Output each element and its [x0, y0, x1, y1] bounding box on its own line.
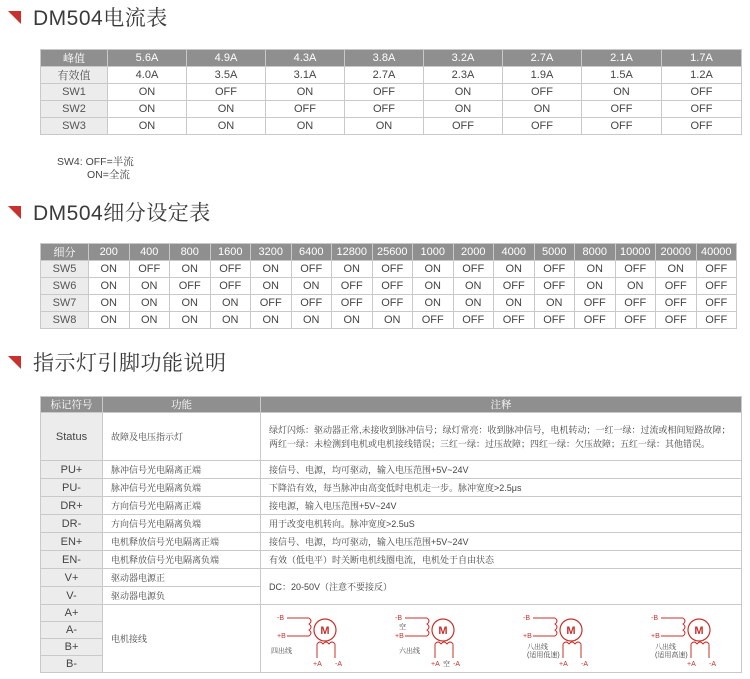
motor-wiring-cell: [261, 605, 742, 673]
sw-cell: ON: [251, 261, 292, 278]
sw-cell: OFF: [662, 101, 742, 118]
sw-cell: ON: [108, 101, 187, 118]
sw-label: SW1: [41, 84, 108, 101]
title-triangle-icon: [8, 206, 21, 219]
status-note-line1: 绿灯闪烁：驱动器正常,未接收到脉冲信号；绿灯常亮：收到脉冲信号，电机转动；一红一绿：过流或相间短路故障；: [269, 424, 731, 435]
sw-cell: OFF: [656, 295, 697, 312]
sw-cell: OFF: [696, 261, 737, 278]
sw-cell: ON: [251, 312, 292, 329]
sw-cell: ON: [345, 118, 424, 135]
pins-header-note: 注释: [261, 397, 742, 413]
sw-cell: ON: [413, 261, 454, 278]
micro-sw-row: [41, 312, 737, 329]
motor-wiring-diagrams: [261, 606, 741, 672]
sw4-note: [57, 156, 134, 182]
sw-label: SW3: [41, 118, 108, 135]
pin-symbol: EN-: [41, 551, 103, 569]
pin-function: 故障及电压指示灯: [103, 413, 261, 461]
sw-cell: ON: [187, 118, 266, 135]
title-triangle-icon: [8, 356, 21, 369]
power-row-vplus: [41, 569, 742, 587]
pin-symbol: Status: [41, 413, 103, 461]
peak-cell: 1.7A: [662, 50, 742, 67]
peak-cell: 3.2A: [424, 50, 503, 67]
sw-cell: OFF: [534, 312, 575, 329]
sw-cell: ON: [170, 261, 211, 278]
title-triangle-icon: [8, 11, 21, 24]
sw-cell: ON: [89, 278, 130, 295]
rms-cell: 2.7A: [345, 67, 424, 84]
pin-symbol: B-: [41, 656, 103, 673]
pin-symbol: PU-: [41, 479, 103, 497]
motor-wiring-caption: [527, 644, 560, 660]
pins-header-function: 功能: [103, 397, 261, 413]
sw4-note-line1: SW4: OFF=半流: [57, 156, 134, 168]
sw-cell: ON: [453, 295, 494, 312]
svg-text:+B: +B: [277, 632, 286, 640]
motor-wiring-caption: [655, 644, 688, 660]
peak-cell: 4.9A: [187, 50, 266, 67]
sw-cell: OFF: [251, 295, 292, 312]
wiring-caption-text: 六出线: [399, 647, 420, 655]
svg-text:+B: +B: [651, 632, 660, 640]
sw2-row: [41, 101, 742, 118]
pins-table-title: [8, 349, 227, 375]
motor-icon: [519, 608, 611, 670]
rms-row: [41, 67, 742, 84]
sw-cell: OFF: [494, 278, 535, 295]
wiring-caption-text: 八出线: [655, 643, 676, 651]
pin-row: [41, 497, 742, 515]
svg-text:空: 空: [443, 660, 450, 668]
motor-wiring-caption: [271, 648, 292, 656]
sw-cell: ON: [615, 278, 656, 295]
sw-cell: OFF: [582, 118, 662, 135]
status-row: [41, 413, 742, 461]
pin-note: [261, 413, 742, 461]
pins-table: [40, 396, 742, 673]
pins-header-symbol: 标记符号: [41, 397, 103, 413]
sw-cell: OFF: [345, 101, 424, 118]
step-cell: 5000: [534, 244, 575, 261]
svg-text:-B: -B: [651, 614, 658, 622]
step-cell: 25600: [372, 244, 413, 261]
wiring-caption-text: 四出线: [271, 647, 292, 655]
pin-row: [41, 533, 742, 551]
pin-function: 脉冲信号光电隔离负端: [103, 479, 261, 497]
svg-text:+B: +B: [395, 632, 404, 640]
svg-text:-A: -A: [581, 660, 588, 668]
sw-cell: ON: [332, 312, 373, 329]
sw-cell: ON: [291, 278, 332, 295]
svg-text:+A: +A: [313, 660, 322, 668]
svg-text:-B: -B: [395, 614, 402, 622]
step-cell: 8000: [575, 244, 616, 261]
pin-row: [41, 479, 742, 497]
svg-text:-B: -B: [523, 614, 530, 622]
sw-cell: ON: [332, 261, 373, 278]
svg-text:M: M: [694, 624, 704, 637]
pins-header-row: [41, 397, 742, 413]
current-title-text: DM504电流表: [33, 7, 168, 30]
step-cell: 200: [89, 244, 130, 261]
sw-cell: ON: [89, 312, 130, 329]
sw-cell: OFF: [424, 118, 503, 135]
step-cell: 2000: [453, 244, 494, 261]
sw4-note-line2: ON=全流: [87, 169, 130, 181]
sw-cell: ON: [108, 118, 187, 135]
sw-cell: ON: [210, 295, 251, 312]
wiring-caption-sub: (适用低速): [527, 651, 560, 659]
sw-cell: OFF: [372, 278, 413, 295]
peak-cell: 5.6A: [108, 50, 187, 67]
micro-table: [40, 243, 737, 329]
pin-function: 电机释放信号光电隔离正端: [103, 533, 261, 551]
pin-row: [41, 461, 742, 479]
pin-symbol: EN+: [41, 533, 103, 551]
svg-text:-B: -B: [277, 614, 284, 622]
pin-symbol: A+: [41, 605, 103, 622]
sw-cell: OFF: [696, 295, 737, 312]
peak-cell: 4.3A: [266, 50, 345, 67]
sw-cell: ON: [266, 84, 345, 101]
rms-cell: 1.5A: [582, 67, 662, 84]
sw-cell: OFF: [129, 261, 170, 278]
step-cell: 400: [129, 244, 170, 261]
sw-cell: OFF: [210, 261, 251, 278]
rms-cell: 4.0A: [108, 67, 187, 84]
step-cell: 20000: [656, 244, 697, 261]
step-cell: 10000: [615, 244, 656, 261]
sw-cell: ON: [108, 84, 187, 101]
micro-title-text: DM504细分设定表: [33, 202, 211, 225]
micro-header-label: 细分: [41, 244, 89, 261]
sw-cell: OFF: [662, 84, 742, 101]
sw-cell: OFF: [372, 295, 413, 312]
sw-cell: ON: [187, 101, 266, 118]
sw-cell: ON: [534, 295, 575, 312]
sw-cell: ON: [453, 278, 494, 295]
sw-cell: ON: [89, 261, 130, 278]
pin-note: 下降沿有效，每当脉冲由高变低时电机走一步。脉冲宽度>2.5μs: [261, 479, 742, 497]
sw-cell: OFF: [696, 278, 737, 295]
micro-sw-row: [41, 278, 737, 295]
sw-cell: ON: [251, 278, 292, 295]
svg-text:-A: -A: [453, 660, 460, 668]
pin-symbol: V+: [41, 569, 103, 587]
pin-function: 驱动器电源正: [103, 569, 261, 587]
rms-cell: 3.5A: [187, 67, 266, 84]
pin-symbol: DR-: [41, 515, 103, 533]
pins-title-text: 指示灯引脚功能说明: [33, 352, 227, 375]
motor-wiring-diagram: [391, 608, 483, 670]
sw-cell: OFF: [372, 261, 413, 278]
svg-text:+A: +A: [559, 660, 568, 668]
sw-cell: ON: [210, 312, 251, 329]
sw-cell: ON: [575, 278, 616, 295]
pin-row: [41, 551, 742, 569]
sw-label: SW5: [41, 261, 89, 278]
pin-note: 用于改变电机转向。脉冲宽度>2.5uS: [261, 515, 742, 533]
pin-function: 方向信号光电隔离负端: [103, 515, 261, 533]
peak-label: 峰值: [41, 50, 108, 67]
motor-icon: [647, 608, 739, 670]
motor-icon: [273, 608, 365, 670]
pin-function: 方向信号光电隔离正端: [103, 497, 261, 515]
pin-symbol: DR+: [41, 497, 103, 515]
svg-text:M: M: [566, 624, 576, 637]
wiring-caption-sub: (适用高速): [655, 651, 688, 659]
sw-cell: ON: [89, 295, 130, 312]
motor-wiring-diagram: [519, 608, 611, 670]
step-cell: 4000: [494, 244, 535, 261]
sw-cell: ON: [494, 295, 535, 312]
sw-cell: OFF: [503, 118, 582, 135]
sw-cell: OFF: [615, 312, 656, 329]
sw-cell: ON: [424, 101, 503, 118]
sw-cell: OFF: [582, 101, 662, 118]
rms-cell: 1.9A: [503, 67, 582, 84]
sw-cell: ON: [266, 118, 345, 135]
sw-cell: OFF: [615, 261, 656, 278]
sw-cell: OFF: [656, 278, 697, 295]
sw-cell: ON: [656, 261, 697, 278]
step-cell: 6400: [291, 244, 332, 261]
sw-cell: OFF: [615, 295, 656, 312]
sw-cell: OFF: [332, 295, 373, 312]
sw-cell: ON: [372, 312, 413, 329]
step-cell: 800: [170, 244, 211, 261]
status-note-line2: 两红一绿：未检测到电机或电机接线错误；三红一绿：过压故障；四红一绿：欠压故障；五红一绿：其他错误。: [269, 438, 711, 449]
sw-cell: ON: [413, 278, 454, 295]
sw-cell: ON: [129, 312, 170, 329]
peak-cell: 2.1A: [582, 50, 662, 67]
sw-cell: OFF: [534, 261, 575, 278]
sw-cell: OFF: [332, 278, 373, 295]
step-cell: 40000: [696, 244, 737, 261]
sw-cell: OFF: [662, 118, 742, 135]
motor-row: [41, 605, 742, 622]
pin-row: [41, 515, 742, 533]
rms-cell: 3.1A: [266, 67, 345, 84]
sw-cell: OFF: [210, 278, 251, 295]
sw-cell: OFF: [656, 312, 697, 329]
sw-cell: ON: [424, 84, 503, 101]
sw-cell: ON: [582, 84, 662, 101]
svg-text:+B: +B: [523, 632, 532, 640]
peak-row: [41, 50, 742, 67]
sw-cell: ON: [129, 295, 170, 312]
sw-label: SW7: [41, 295, 89, 312]
sw-cell: ON: [291, 312, 332, 329]
motor-wiring-diagram: [647, 608, 739, 670]
pin-note: 接信号、电源，均可驱动，输入电压范围+5V~24V: [261, 461, 742, 479]
sw1-row: [41, 84, 742, 101]
svg-text:+A: +A: [431, 660, 440, 668]
sw-cell: OFF: [575, 312, 616, 329]
pin-symbol: V-: [41, 587, 103, 605]
sw-cell: OFF: [575, 295, 616, 312]
sw-cell: OFF: [453, 261, 494, 278]
sw-cell: OFF: [187, 84, 266, 101]
step-cell: 1000: [413, 244, 454, 261]
micro-sw-row: [41, 261, 737, 278]
sw-label: SW2: [41, 101, 108, 118]
sw-label: SW8: [41, 312, 89, 329]
svg-text:M: M: [320, 624, 330, 637]
sw-cell: OFF: [291, 295, 332, 312]
sw-label: SW6: [41, 278, 89, 295]
sw-cell: ON: [129, 278, 170, 295]
sw-cell: OFF: [170, 278, 211, 295]
pin-symbol: B+: [41, 639, 103, 656]
pin-note: 接信号、电源，均可驱动，输入电压范围+5V~24V: [261, 533, 742, 551]
current-table-title: [8, 4, 168, 30]
sw-cell: OFF: [266, 101, 345, 118]
power-note: DC：20-50V（注意不要接反）: [261, 569, 742, 605]
motor-function: 电机接线: [103, 605, 261, 673]
pin-function: 驱动器电源负: [103, 587, 261, 605]
pin-symbol: PU+: [41, 461, 103, 479]
motor-wiring-caption: [399, 648, 420, 656]
rms-cell: 2.3A: [424, 67, 503, 84]
sw-cell: OFF: [534, 278, 575, 295]
sw-cell: OFF: [453, 312, 494, 329]
sw-cell: OFF: [696, 312, 737, 329]
sw-cell: OFF: [503, 84, 582, 101]
step-cell: 3200: [251, 244, 292, 261]
rms-cell: 1.2A: [662, 67, 742, 84]
sw-cell: ON: [413, 295, 454, 312]
peak-cell: 3.8A: [345, 50, 424, 67]
step-cell: 12800: [332, 244, 373, 261]
sw-cell: OFF: [494, 312, 535, 329]
svg-text:+A: +A: [687, 660, 696, 668]
pin-note: 接电源，输入电压范围+5V~24V: [261, 497, 742, 515]
wiring-caption-text: 八出线: [527, 643, 548, 651]
motor-icon: [391, 608, 483, 670]
svg-text:-A: -A: [709, 660, 716, 668]
sw-cell: ON: [494, 261, 535, 278]
peak-cell: 2.7A: [503, 50, 582, 67]
sw-cell: ON: [503, 101, 582, 118]
rms-label: 有效值: [41, 67, 108, 84]
micro-sw-row: [41, 295, 737, 312]
step-cell: 1600: [210, 244, 251, 261]
sw-cell: OFF: [345, 84, 424, 101]
current-table: [40, 49, 742, 135]
sw-cell: ON: [575, 261, 616, 278]
motor-wiring-diagram: [273, 608, 365, 670]
svg-text:空: 空: [399, 623, 406, 631]
micro-table-title: [8, 199, 211, 225]
svg-text:M: M: [438, 624, 448, 637]
sw-cell: ON: [170, 312, 211, 329]
micro-header-row: [41, 244, 737, 261]
pin-function: 电机释放信号光电隔离负端: [103, 551, 261, 569]
sw-cell: OFF: [413, 312, 454, 329]
pin-symbol: A-: [41, 622, 103, 639]
sw3-row: [41, 118, 742, 135]
svg-text:-A: -A: [335, 660, 342, 668]
sw-cell: OFF: [291, 261, 332, 278]
pin-function: 脉冲信号光电隔离正端: [103, 461, 261, 479]
sw-cell: ON: [170, 295, 211, 312]
pin-note: 有效（低电平）时关断电机线圈电流，电机处于自由状态: [261, 551, 742, 569]
